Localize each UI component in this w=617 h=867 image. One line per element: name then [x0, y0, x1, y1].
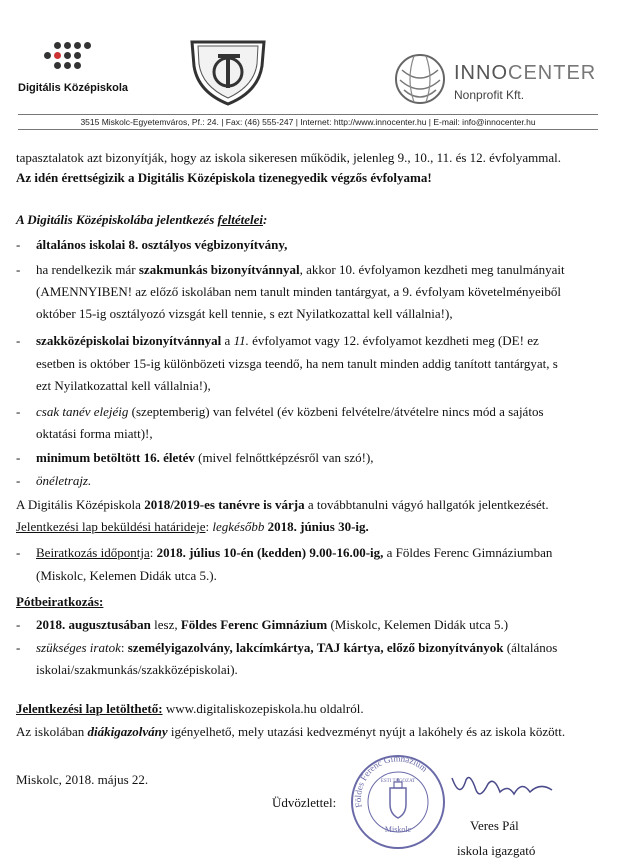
text-bold-italic: diákigazolvány [87, 724, 168, 739]
text-bold: 2018. augusztusában [36, 617, 151, 632]
dots-icon [44, 38, 96, 78]
text-bold: személyigazolvány, lakcímkártya, TAJ kártya, előző bizonyítványok [127, 640, 504, 655]
innocenter-title [454, 62, 596, 85]
heading-text: A Digitális Középiskolába jelentkezés [16, 212, 218, 227]
innocenter-subtitle: Nonprofit Kft. [454, 88, 525, 102]
bullet-dash: - [16, 237, 21, 252]
condition-item-3 [36, 333, 539, 348]
bullet-dash: - [16, 640, 21, 655]
digitalis-kozepiskola-logo [18, 38, 128, 100]
condition-item-3-line-2: esetben is október 15-ig különbözeti vizsga teendő, ha nem tanult minden addig tanított tantárgyat, s [36, 356, 558, 371]
condition-item-2-line-2: (AMENNYIBEN! az előző iskolában nem tanult minden tantárgyat, a 9. évfolyam követelményeiből [36, 284, 562, 299]
graduation-note: Az idén érettségizik a Digitális Középiskola tizenegyedik végzős évfolyama! [16, 170, 432, 185]
greeting: Üdvözlettel: [272, 795, 337, 810]
late-enrollment-item-2 [36, 640, 557, 655]
inno-part: INNO [454, 62, 508, 84]
text-bold: szakközépiskolai bizonyítvánnyal [36, 333, 222, 348]
bullet-dash: - [16, 404, 21, 419]
text-fragment: lesz, [150, 617, 181, 632]
bullet-dash: - [16, 262, 21, 277]
official-stamp-icon [348, 752, 448, 852]
condition-item-1: általános iskolai 8. osztályos végbizonyítvány, [36, 237, 288, 252]
text-fragment: évfolyamot vagy 12. évfolyamot kezdheti meg (DE! ez [248, 333, 539, 348]
bullet-dash: - [16, 545, 21, 560]
student-id-line [16, 724, 565, 739]
address-bar: 3515 Miskolc-Egyetemváros, Pf.: 24. | Fax: (46) 555-247 | Internet: http://www.innocenter.hu | E-mail: info@innocenter.hu [18, 114, 598, 130]
text-fragment: , akkor 10. évfolyamon kezdheti meg tanulmányait [299, 262, 565, 277]
text-bold: 2018. június 30-ig. [264, 519, 369, 534]
text-italic: 11. [233, 333, 249, 348]
intro-paragraph: tapasztalatok azt bizonyítják, hogy az iskola sikeresen működik, jelenleg 9., 10., 11. és 12. évfolyammal. [16, 150, 562, 165]
heading-underlined: feltételei [217, 212, 263, 227]
condition-item-4 [36, 404, 544, 419]
enrollment-line-2: (Miskolc, Kelemen Didák utca 5.). [36, 568, 217, 583]
stamp-city: Miskolc [384, 825, 412, 834]
innocenter-logo [392, 52, 602, 106]
deadline-line [16, 519, 369, 534]
text-italic: szükséges iratok [36, 640, 121, 655]
text-fragment: a továbbtanulni vágyó hallgatók jelentkezését. [304, 497, 549, 512]
text-fragment: (általános [503, 640, 558, 655]
stamp-text: Földes Ferenc Gimnázium [352, 753, 430, 809]
late-enrollment-item-2-line-2: iskolai/szakmunkás/szakközépiskolai). [36, 662, 238, 677]
text-bold: Földes Ferenc Gimnázium [180, 617, 328, 632]
text-bold: 2018/2019-es tanévre is várja [144, 497, 305, 512]
application-paragraph [16, 497, 549, 512]
text-fragment: a Földes Ferenc Gimnáziumban [383, 545, 553, 560]
text-fragment: ha rendelkezik már [36, 262, 139, 277]
text-bold: szakmunkás bizonyítvánnyal [138, 262, 300, 277]
late-enrollment-item-1 [36, 617, 508, 632]
text-bold: minimum betöltött 16. életév [36, 450, 195, 465]
text-underlined: Beiratkozás időpontja [36, 545, 150, 560]
bullet-dash: - [16, 473, 21, 488]
text-fragment: oldalról. [316, 701, 364, 716]
condition-item-2 [36, 262, 565, 277]
center-part: CENTER [508, 62, 597, 84]
condition-item-5 [36, 450, 374, 465]
download-line [16, 701, 364, 716]
bullet-dash: - [16, 617, 21, 632]
text-fragment: igényelhető, mely utazási kedvezményt nyújt a lakóhely és az iskola között. [167, 724, 566, 739]
condition-item-3-line-3: ezt Nyilatkozattal kell vállalnia!), [36, 378, 211, 393]
signature-icon [448, 770, 558, 810]
text-fragment: : [205, 519, 213, 534]
text-fragment: : [120, 640, 128, 655]
text-fragment: (Miskolc, Kelemen Didák utca 5.) [327, 617, 509, 632]
text-fragment: A Digitális Középiskola [16, 497, 145, 512]
condition-item-2-line-3: október 15-ig osztályozó vizsgát kell tennie, s ezt Nyilatkozattal kell vállalnia!), [36, 306, 453, 321]
text-bold: 2018. július 10-én (kedden) 9.00-16.00-ig, [156, 545, 384, 560]
late-enrollment-heading: Pótbeiratkozás: [16, 594, 104, 609]
text-italic: legkésőbb [212, 519, 265, 534]
text-italic: csak tanév elejéig [36, 404, 132, 419]
text-fragment: (szeptemberig) van felvétel (év közbeni felvételre/átvételre nincs mód a sajátos [131, 404, 544, 419]
signer-name: Veres Pál [470, 818, 519, 833]
text-fragment: Az iskolában [16, 724, 88, 739]
text-bold-underlined: Jelentkezési lap letölthető: [16, 701, 163, 716]
text-underlined: Jelentkezési lap beküldési határideje [16, 519, 206, 534]
bullet-dash: - [16, 450, 21, 465]
school-name: Digitális Középiskola [18, 82, 129, 94]
condition-item-6: önéletrajz. [36, 473, 92, 488]
text-fragment: (mivel felnőttképzésről van szó!), [194, 450, 374, 465]
heading-colon: : [262, 212, 268, 227]
condition-item-4-line-2: oktatási forma miatt)!, [36, 426, 153, 441]
bullet-dash: - [16, 333, 21, 348]
school-shield-icon [188, 36, 268, 108]
place-date: Miskolc, 2018. május 22. [16, 772, 149, 787]
website-link[interactable]: www.digitaliskozepiskola.hu [162, 701, 317, 716]
stamp-mid: ESTI TAGOZAT [380, 779, 416, 784]
conditions-heading [16, 212, 267, 227]
text-fragment: : [149, 545, 157, 560]
signer-title: iskola igazgató [457, 843, 536, 858]
enrollment-line [36, 545, 552, 560]
text-fragment: a [221, 333, 234, 348]
globe-icon [392, 52, 448, 106]
